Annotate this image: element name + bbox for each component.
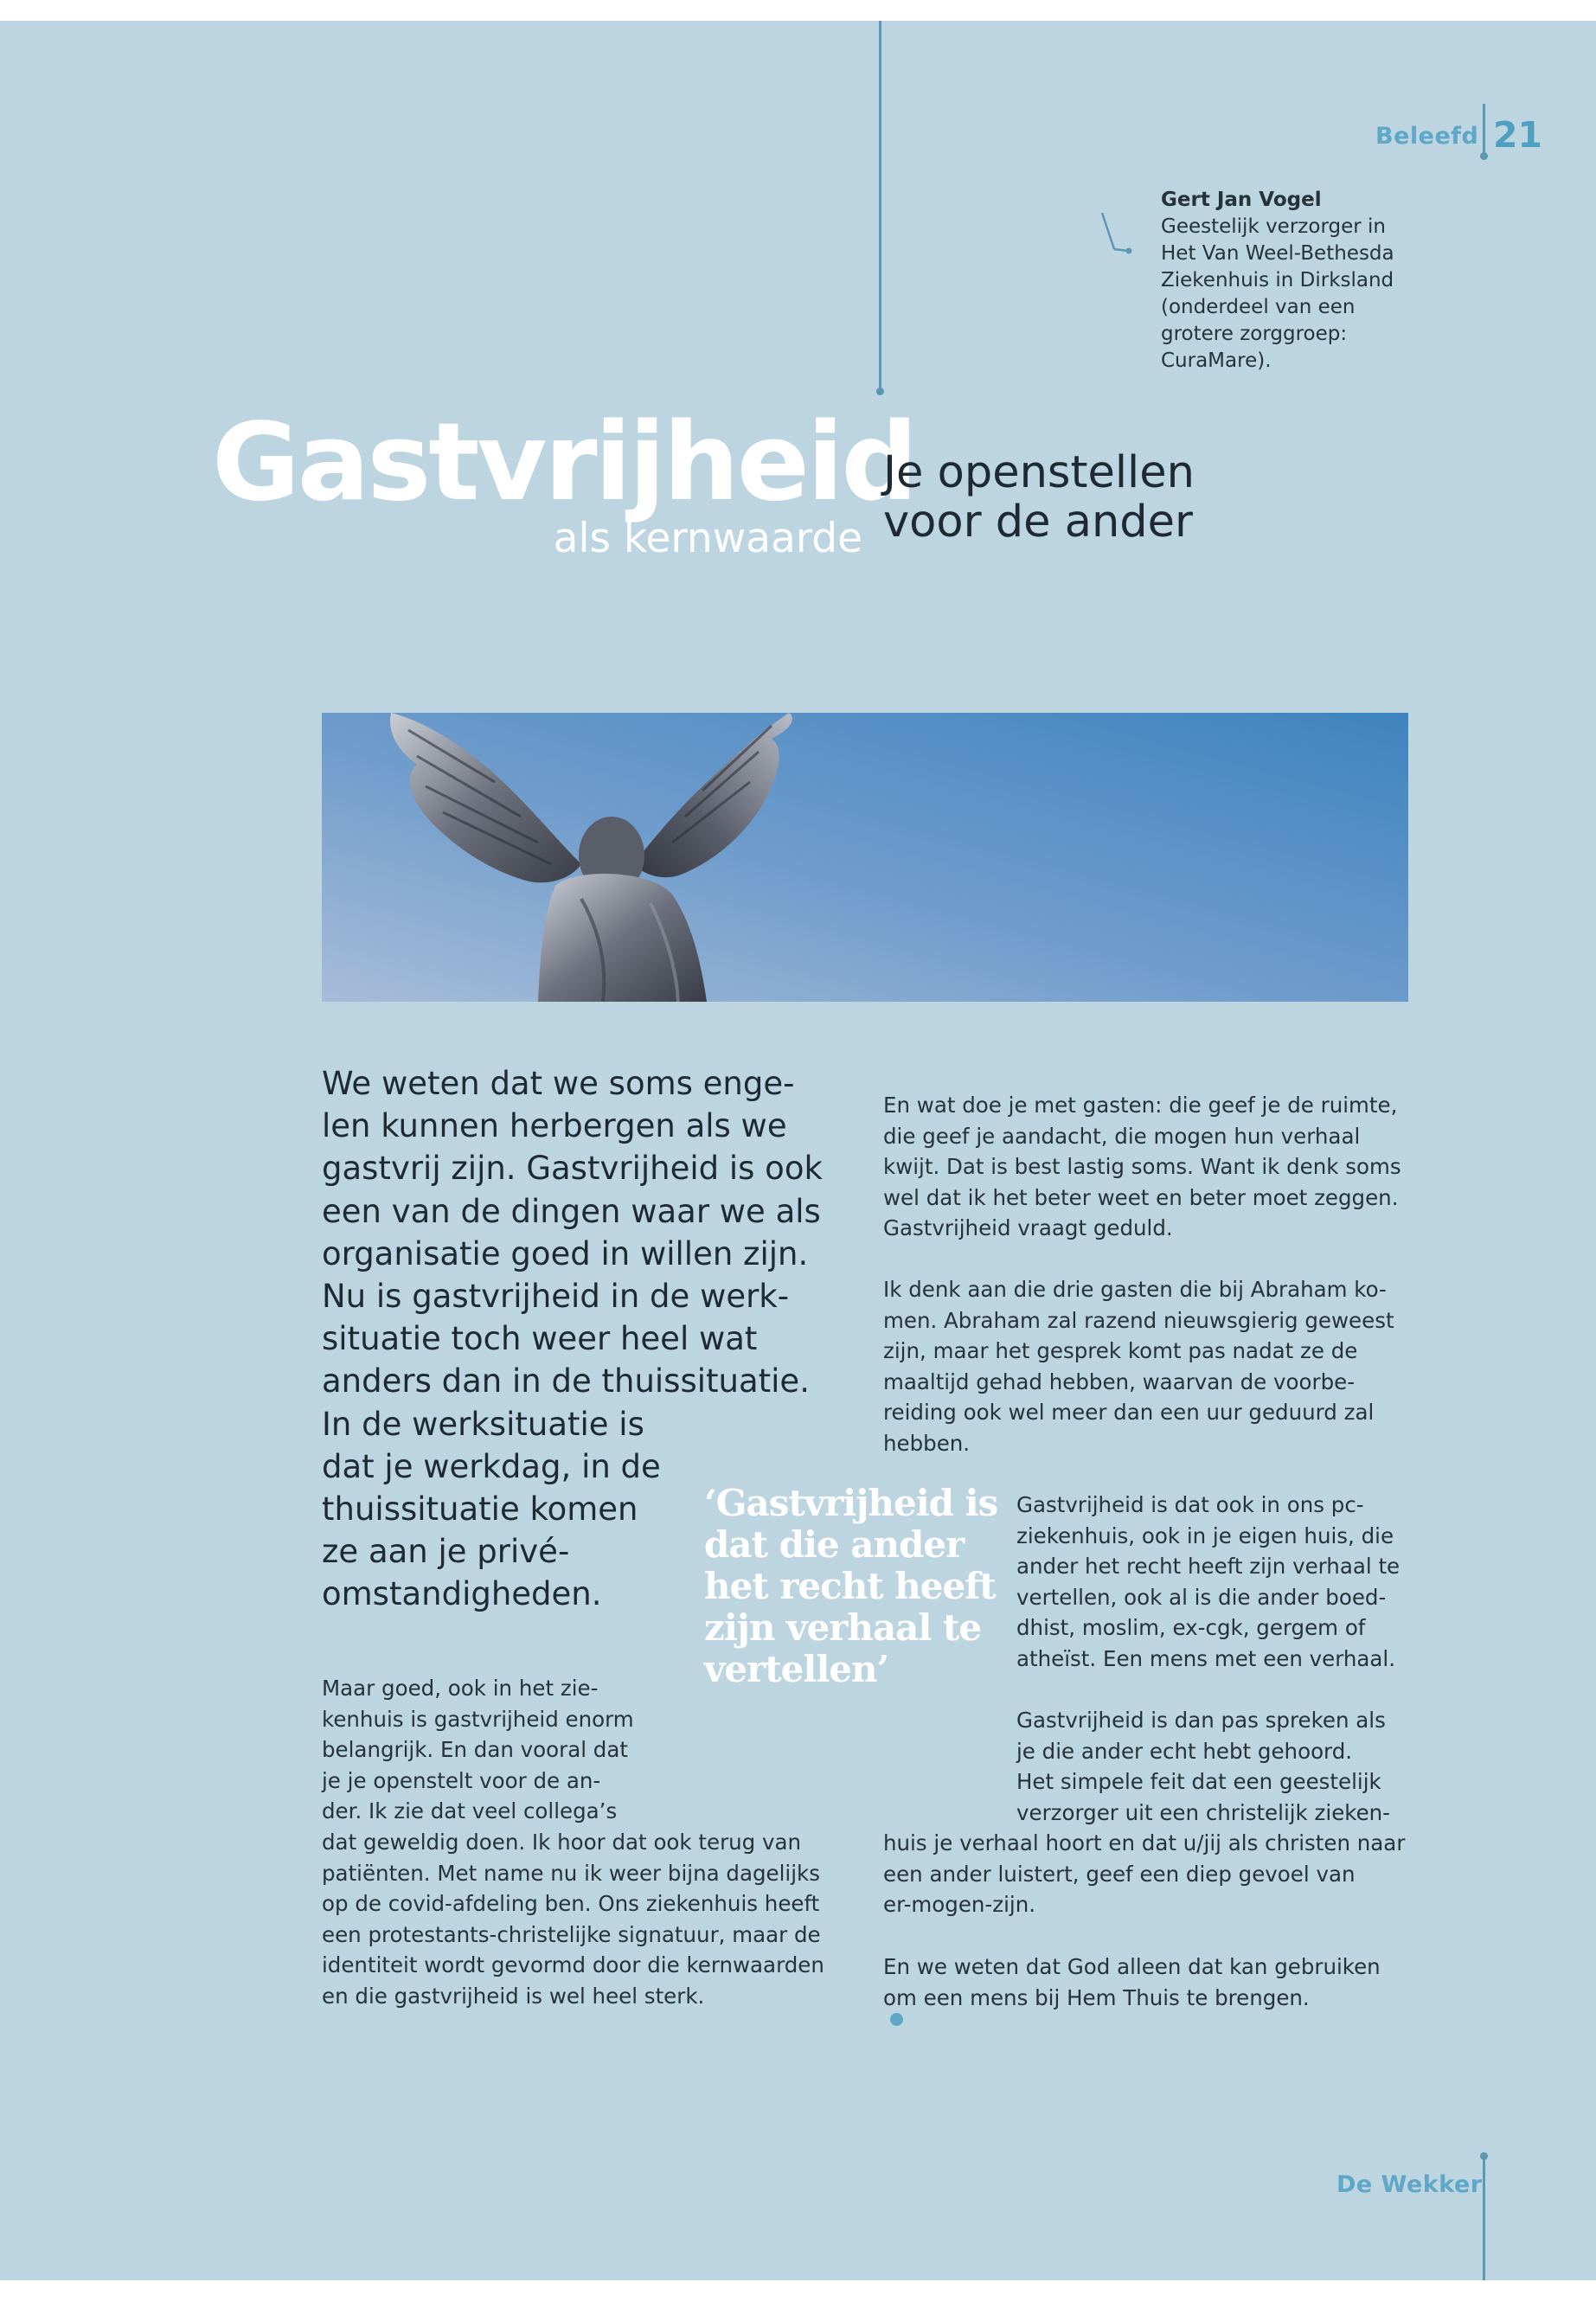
- body-line: wel dat ik het beter weet en beter moet zeggen.: [883, 1184, 1399, 1210]
- body-line: dat geweldig doen. Ik hoor dat ook terug van: [322, 1829, 802, 1855]
- body-line: maaltijd gehad hebben, waarvan de voorbe-: [883, 1368, 1356, 1394]
- right-paragraph-3: [1016, 1490, 1400, 1675]
- page-number-divider: [1483, 104, 1485, 156]
- body-line: en die gastvrijheid is wel heel sterk.: [322, 1983, 705, 2009]
- page-number: 21: [1493, 114, 1543, 156]
- body-line: vertellen, ook al is die ander boed-: [1016, 1584, 1387, 1610]
- right-paragraph-4-full: [883, 1828, 1405, 1920]
- author-role-line: Het Van Weel-Bethesda: [1161, 242, 1394, 265]
- body-line: der. Ik zie dat veel collega’s: [322, 1798, 618, 1824]
- intro-line: omstandigheden.: [322, 1575, 602, 1613]
- intro-line: In de werksituatie is: [322, 1405, 644, 1443]
- top-vertical-rule: [879, 21, 881, 391]
- body-line: En wat doe je met gasten: die geef je de ruimte,: [883, 1093, 1398, 1118]
- intro-line: situatie toch weer heel wat: [322, 1320, 758, 1358]
- body-line: er-mogen-zijn.: [883, 1892, 1036, 1918]
- quote-line: vertellen’: [704, 1648, 889, 1690]
- body-line: patiënten. Met name nu ik weer bijna dagelijks: [322, 1860, 820, 1886]
- subtitle-line: Je openstellen: [883, 447, 1195, 498]
- author-box: [1161, 187, 1420, 375]
- intro-line: gastvrij zijn. Gastvrijheid is ook: [322, 1150, 823, 1188]
- body-line-text: om een mens bij Hem Thuis te brengen.: [883, 1984, 1310, 2010]
- body-line: je je openstelt voor de an-: [322, 1767, 601, 1793]
- body-line: Ik denk aan die drie gasten die bij Abraham ko-: [883, 1277, 1387, 1302]
- intro-line: ze aan je privé-: [322, 1533, 570, 1571]
- body-line: En we weten dat God alleen dat kan gebruiken: [883, 1954, 1381, 1979]
- magazine-name: De Wekker: [1336, 2171, 1483, 2198]
- author-role-line: grotere zorggroep:: [1161, 323, 1348, 345]
- body-line: atheïst. Een mens met een verhaal.: [1016, 1645, 1396, 1671]
- pull-quote: [704, 1483, 997, 1690]
- author-role-line: Geestelijk verzorger in: [1161, 215, 1386, 238]
- body-line: Gastvrijheid vraagt geduld.: [883, 1215, 1173, 1241]
- intro-line: organisatie goed in willen zijn.: [322, 1234, 809, 1272]
- right-paragraph-1: [883, 1090, 1401, 1244]
- body-line: je die ander echt hebt gehoord.: [1016, 1738, 1353, 1764]
- body-line: [883, 1983, 1381, 2027]
- body-line: zijn, maar het gesprek komt pas nadat ze de: [883, 1338, 1358, 1364]
- body-line: huis je verhaal hoort en dat u/jij als christen naar: [883, 1830, 1406, 1856]
- body-line: identiteit wordt gevormd door die kernwaarden: [322, 1952, 824, 1978]
- quote-line: dat die ander: [704, 1523, 965, 1566]
- subtitle-line: voor de ander: [883, 497, 1194, 548]
- body-line: reiding ook wel meer dan een uur geduurd zal: [883, 1400, 1375, 1426]
- quote-line: zijn verhaal te: [704, 1606, 982, 1649]
- section-label: Beleefd: [1375, 123, 1479, 150]
- body-line: die geef je aandacht, die mogen hun verhaal: [883, 1123, 1361, 1149]
- intro-line: dat je werkdag, in de: [322, 1447, 661, 1485]
- intro-line: len kunnen herbergen als we: [322, 1107, 787, 1145]
- top-rule-dot: [876, 388, 884, 395]
- body-line: een ander luistert, geef een diep gevoel van: [883, 1861, 1356, 1887]
- body-line: Gastvrijheid is dan pas spreken als: [1016, 1708, 1386, 1733]
- body-line: belangrijk. En dan vooral dat: [322, 1737, 628, 1763]
- body-line: ander het recht heeft zijn verhaal te: [1016, 1554, 1401, 1580]
- article-subtitle: [883, 448, 1247, 547]
- author-name: Gert Jan Vogel: [1161, 189, 1322, 211]
- article-title: Gastvrijheid: [212, 401, 916, 525]
- magazine-page: [0, 21, 1596, 2280]
- body-line: verzorger uit een christelijk zieken-: [1016, 1799, 1391, 1825]
- right-paragraph-2: [883, 1274, 1394, 1459]
- intro-line: We weten dat we soms enge-: [322, 1065, 795, 1102]
- body-line: een protestants-christelijke signatuur, maar de: [322, 1921, 821, 1947]
- intro-line: thuissituatie komen: [322, 1490, 638, 1529]
- end-of-article-dot-icon: [890, 2013, 903, 2026]
- author-role-line: CuraMare).: [1161, 349, 1272, 372]
- right-paragraph-4-indented: [1016, 1705, 1390, 1828]
- body-line: kenhuis is gastvrijheid enorm: [322, 1706, 634, 1732]
- author-pointer-icon: [1099, 211, 1133, 254]
- intro-line: anders dan in de thuissituatie.: [322, 1362, 810, 1400]
- footer-vertical-rule: [1483, 2156, 1485, 2280]
- quote-line: ‘Gastvrijheid is: [704, 1482, 998, 1524]
- body-line: ziekenhuis, ook in je eigen huis, die: [1016, 1522, 1394, 1548]
- article-title-sub: als kernwaarde: [553, 515, 862, 562]
- left-body-column: [322, 1673, 824, 2012]
- author-role-line: (onderdeel van een: [1161, 296, 1356, 318]
- page-number-divider-dot: [1480, 152, 1488, 160]
- body-line: Maar goed, ook in het zie-: [322, 1676, 599, 1701]
- body-line: kwijt. Dat is best lastig soms. Want ik denk soms: [883, 1154, 1401, 1180]
- body-line: dhist, moslim, ex-cgk, gergem of: [1016, 1615, 1366, 1641]
- quote-line: het recht heeft: [704, 1565, 996, 1607]
- right-paragraph-5: [883, 1952, 1381, 2026]
- footer-rule-dot: [1480, 2152, 1488, 2160]
- body-line: Het simpele feit dat een geestelijk: [1016, 1769, 1381, 1795]
- author-role-line: Ziekenhuis in Dirksland: [1161, 269, 1394, 292]
- body-line: hebben.: [883, 1430, 971, 1456]
- body-line: op de covid-afdeling ben. Ons ziekenhuis heeft: [322, 1891, 820, 1917]
- body-line: men. Abraham zal razend nieuwsgierig geweest: [883, 1307, 1394, 1333]
- intro-line: Nu is gastvrijheid in de werk-: [322, 1278, 790, 1316]
- angel-statue-image: [322, 713, 1408, 1002]
- body-line: Gastvrijheid is dat ook in ons pc-: [1016, 1492, 1364, 1517]
- intro-line: een van de dingen waar we als: [322, 1192, 821, 1230]
